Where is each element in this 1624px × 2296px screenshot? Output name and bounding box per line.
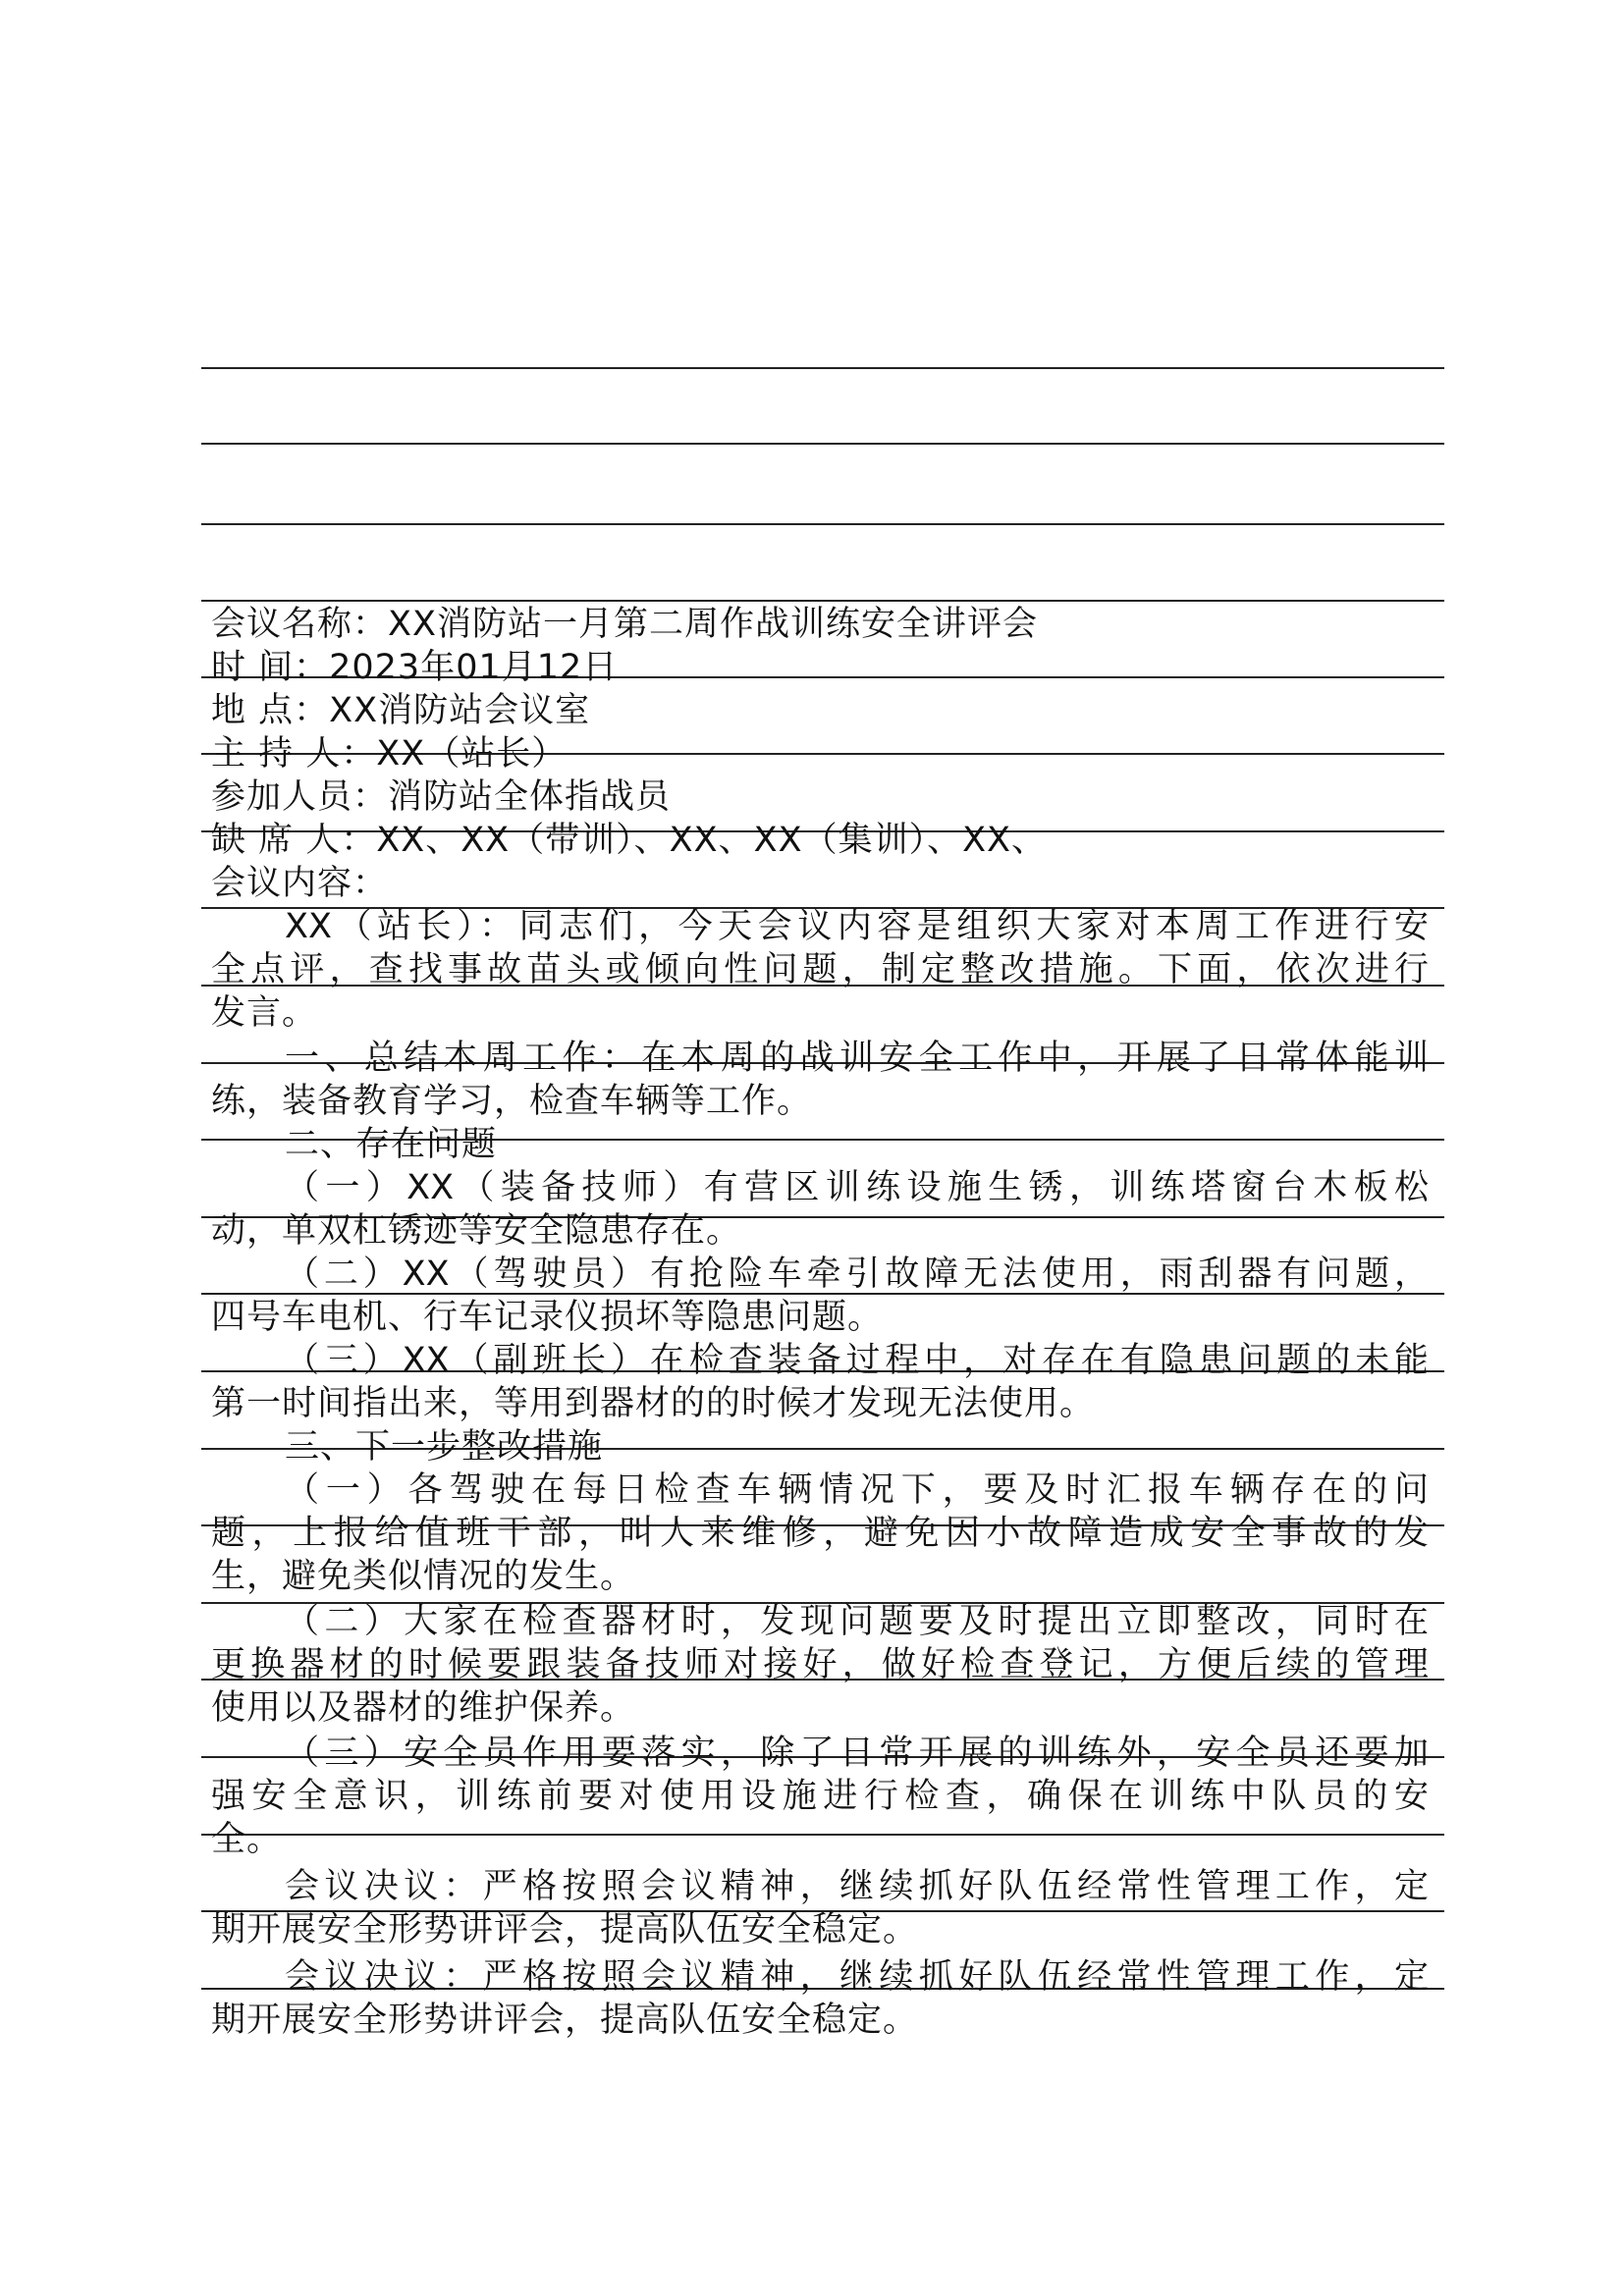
measure-item: 使用以及器材的维护保养。	[211, 1688, 636, 1728]
problem-item: 四号车电机、行车记录仪损坏等隐患问题。	[211, 1298, 884, 1337]
meeting-attendees: 参加人员：消防站全体指战员	[211, 777, 672, 817]
intro-line: 发言。	[211, 993, 318, 1033]
resolution-line: 期开展安全形势讲评会，提高队伍安全稳定。	[211, 2001, 919, 2040]
problem-item: （三）XX（副班长）在检查装备过程中，对存在有隐患问题的未能	[285, 1341, 1429, 1380]
problem-item: 第一时间指出来，等用到器材的的时候才发现无法使用。	[211, 1384, 1096, 1423]
rule-line	[201, 600, 1444, 602]
problem-item: 动，单双杠锈迹等安全隐患存在。	[211, 1211, 742, 1251]
rule-line	[201, 443, 1444, 445]
measure-item: 更换器材的时候要跟装备技师对接好，做好检查登记，方便后续的管理	[211, 1645, 1429, 1684]
meeting-time: 时 间：2023年01月12日	[211, 648, 619, 687]
problems-heading: 二、存在问题	[285, 1125, 498, 1164]
problem-item: （二）XX（驾驶员）有抢险车牵引故障无法使用，雨刮器有问题，	[285, 1255, 1429, 1294]
resolution-line: 期开展安全形势讲评会，提高队伍安全稳定。	[211, 1910, 919, 1949]
problem-item: （一）XX（装备技师）有营区训练设施生锈，训练塔窗台木板松	[285, 1168, 1429, 1207]
measure-item: 题，上报给值班干部，叫人来维修，避免因小故障造成安全事故的发	[211, 1514, 1429, 1553]
resolution-line: 会议决议：严格按照会议精神，继续抓好队伍经常性管理工作，定	[285, 1867, 1429, 1906]
meeting-name: 会议名称：XX消防站一月第二周作战训练安全讲评会	[211, 605, 1038, 644]
measure-item: （二）大家在检查器材时，发现问题要及时提出立即整改，同时在	[285, 1602, 1429, 1641]
measure-item: 强安全意识，训练前要对使用设施进行检查，确保在训练中队员的安	[211, 1777, 1429, 1816]
summary-line: 练，装备教育学习，检查车辆等工作。	[211, 1082, 813, 1121]
summary-line: 一、总结本周工作：在本周的战训安全工作中，开展了日常体能训	[285, 1039, 1429, 1078]
rule-line	[201, 523, 1444, 525]
intro-line: 全点评，查找事故苗头或倾向性问题，制定整改措施。下面，依次进行	[211, 950, 1429, 989]
resolution-line: 会议决议：严格按照会议精神，继续抓好队伍经常性管理工作，定	[285, 1957, 1429, 1997]
meeting-host: 主 持 人：XX（站长）	[211, 734, 568, 774]
meeting-place: 地 点：XX消防站会议室	[211, 691, 591, 730]
rule-line	[201, 1834, 1444, 1836]
rule-line	[201, 367, 1444, 369]
measure-item: （一）各驾驶在每日检查车辆情况下，要及时汇报车辆存在的问	[285, 1470, 1429, 1510]
measure-item: 全。	[211, 1820, 283, 1859]
measure-item: （三）安全员作用要落实，除了日常开展的训练外，安全员还要加	[285, 1734, 1429, 1773]
measure-item: 生，避免类似情况的发生。	[211, 1557, 636, 1596]
meeting-content-label: 会议内容：	[211, 864, 389, 903]
intro-line: XX（站长）：同志们，今天会议内容是组织大家对本周工作进行安	[285, 907, 1429, 946]
measures-heading: 三、下一步整改措施	[285, 1427, 604, 1467]
meeting-absentees: 缺 席 人：XX、XX（带训）、XX、XX（集训）、XX、	[211, 821, 1048, 860]
